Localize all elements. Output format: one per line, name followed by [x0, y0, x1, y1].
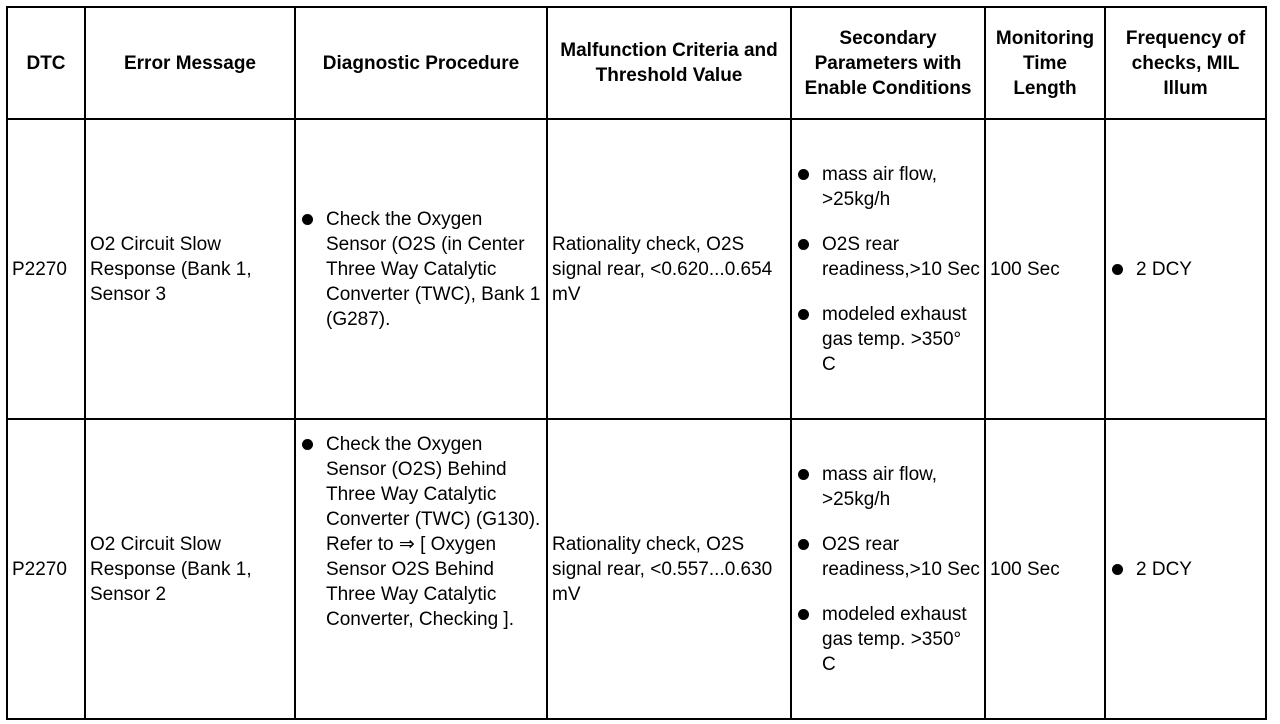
list-item — [796, 232, 980, 282]
header-row — [7, 7, 1266, 119]
header-frequency: Frequency of checks, MIL Illum — [1105, 7, 1266, 119]
secondary-param: mass air flow, >25kg/h — [822, 463, 938, 510]
header-secondary-parameters: Secondary Parameters with Enable Conditions — [791, 7, 985, 119]
header-diagnostic-procedure: Diagnostic Procedure — [295, 7, 547, 119]
diagnostic-procedure — [295, 419, 547, 719]
table-row — [7, 419, 1266, 719]
frequency — [1105, 119, 1266, 419]
monitoring-time: 100 Sec — [985, 419, 1105, 719]
secondary-param: modeled exhaust gas temp. >350° C — [822, 303, 967, 375]
bullet-icon — [798, 469, 809, 480]
frequency — [1105, 419, 1266, 719]
header-dtc: DTC — [7, 7, 85, 119]
error-message: O2 Circuit Slow Response (Bank 1, Sensor 3 — [85, 119, 295, 419]
frequency-text: 2 DCY — [1136, 258, 1192, 280]
bullet-icon — [798, 239, 809, 250]
bullet-icon — [302, 439, 313, 450]
malfunction-criteria: Rationality check, O2S signal rear, <0.620...0.654 mV — [547, 119, 791, 419]
header-monitoring-time: Monitoring Time Length — [985, 7, 1105, 119]
secondary-parameters — [791, 119, 985, 419]
procedure-text: Check the Oxygen Sensor (O2S) Behind Three Way Catalytic Converter (TWC) (G130). Refer to ⇒ [ Oxygen Sensor O2S Behind Three Way Catalytic Converter, Checking ]. — [326, 434, 541, 630]
bullet-icon — [302, 214, 313, 225]
bullet-icon — [798, 609, 809, 620]
bullet-icon — [798, 539, 809, 550]
header-malfunction-criteria: Malfunction Criteria and Threshold Value — [547, 7, 791, 119]
secondary-param: modeled exhaust gas temp. >350° C — [822, 603, 967, 675]
list-item — [796, 532, 980, 582]
malfunction-criteria: Rationality check, O2S signal rear, <0.557...0.630 mV — [547, 419, 791, 719]
list-item — [1110, 557, 1261, 582]
list-item — [796, 162, 980, 212]
table-row — [7, 119, 1266, 419]
list-item — [796, 602, 980, 677]
secondary-param: mass air flow, >25kg/h — [822, 163, 938, 210]
list-item — [1110, 257, 1261, 282]
bullet-icon — [1112, 564, 1123, 575]
list-item — [796, 462, 980, 512]
list-item — [300, 207, 542, 332]
diagnostic-procedure — [295, 119, 547, 419]
dtc-code: P2270 — [7, 119, 85, 419]
bullet-icon — [798, 169, 809, 180]
header-error-message: Error Message — [85, 7, 295, 119]
monitoring-time: 100 Sec — [985, 119, 1105, 419]
secondary-parameters — [791, 419, 985, 719]
bullet-icon — [1112, 264, 1123, 275]
secondary-param: O2S rear readiness,>10 Sec — [822, 533, 980, 580]
list-item — [300, 432, 542, 632]
procedure-text: Check the Oxygen Sensor (O2S (in Center Three Way Catalytic Converter (TWC), Bank 1 (G287). — [326, 208, 541, 330]
secondary-param: O2S rear readiness,>10 Sec — [822, 233, 980, 280]
list-item — [796, 302, 980, 377]
dtc-table — [6, 6, 1267, 720]
bullet-icon — [798, 309, 809, 320]
frequency-text: 2 DCY — [1136, 558, 1192, 580]
dtc-code: P2270 — [7, 419, 85, 719]
error-message: O2 Circuit Slow Response (Bank 1, Sensor 2 — [85, 419, 295, 719]
